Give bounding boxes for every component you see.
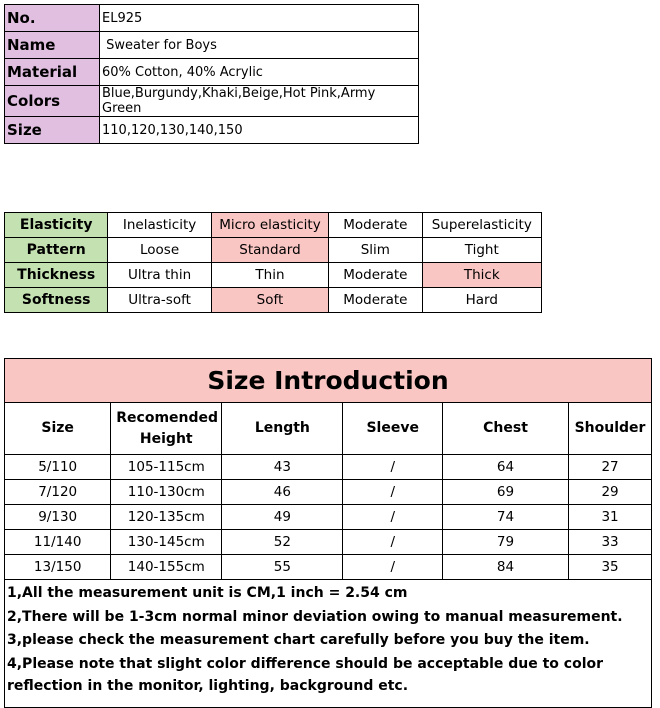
info-key-material: Material bbox=[5, 59, 100, 86]
attr-key: Elasticity bbox=[5, 213, 108, 238]
header-shoulder: Shoulder bbox=[569, 403, 652, 455]
product-info-table bbox=[4, 4, 419, 144]
info-key-size: Size bbox=[5, 117, 100, 144]
cell-size: 9/130 bbox=[5, 505, 111, 530]
cell-size: 7/120 bbox=[5, 480, 111, 505]
note-item: 3,please check the measurement chart carefully before you buy the item. bbox=[7, 632, 590, 648]
info-row-colors bbox=[5, 86, 419, 117]
cell-height: 120-135cm bbox=[111, 505, 222, 530]
header-length: Length bbox=[222, 403, 343, 455]
cell-shoulder: 27 bbox=[569, 455, 652, 480]
info-value-no: EL925 bbox=[100, 5, 419, 32]
cell-sleeve: / bbox=[343, 480, 442, 505]
table-row bbox=[5, 505, 652, 530]
size-table-header bbox=[5, 403, 652, 455]
attr-option: Ultra thin bbox=[108, 263, 211, 288]
attr-option: Moderate bbox=[329, 263, 422, 288]
cell-shoulder: 31 bbox=[569, 505, 652, 530]
cell-chest: 84 bbox=[442, 555, 568, 580]
info-row-material bbox=[5, 59, 419, 86]
header-chest: Chest bbox=[442, 403, 568, 455]
cell-length: 46 bbox=[222, 480, 343, 505]
info-key-name: Name bbox=[5, 32, 100, 59]
info-row-no bbox=[5, 5, 419, 32]
cell-sleeve: / bbox=[343, 455, 442, 480]
attr-option-selected: Thick bbox=[422, 263, 541, 288]
attr-option-selected: Micro elasticity bbox=[211, 213, 328, 238]
cell-chest: 74 bbox=[442, 505, 568, 530]
attr-option: Moderate bbox=[329, 288, 422, 313]
info-key-colors: Colors bbox=[5, 86, 100, 117]
attr-option: Inelasticity bbox=[108, 213, 211, 238]
info-row-size bbox=[5, 117, 419, 144]
cell-sleeve: / bbox=[343, 555, 442, 580]
attr-option-selected: Standard bbox=[211, 238, 328, 263]
cell-shoulder: 29 bbox=[569, 480, 652, 505]
cell-length: 52 bbox=[222, 530, 343, 555]
attr-option: Superelasticity bbox=[422, 213, 541, 238]
attr-option: Slim bbox=[329, 238, 422, 263]
info-value-material: 60% Cotton, 40% Acrylic bbox=[100, 59, 419, 86]
note-item: 1,All the measurement unit is CM,1 inch = 2.54 cm bbox=[7, 585, 408, 601]
header-size: Size bbox=[5, 403, 111, 455]
table-row bbox=[5, 555, 652, 580]
info-key-no: No. bbox=[5, 5, 100, 32]
cell-height: 105-115cm bbox=[111, 455, 222, 480]
attr-key: Thickness bbox=[5, 263, 108, 288]
attr-key: Softness bbox=[5, 288, 108, 313]
note-item: 2,There will be 1-3cm normal minor deviation owing to manual measurement. bbox=[7, 608, 623, 625]
cell-chest: 64 bbox=[442, 455, 568, 480]
cell-sleeve: / bbox=[343, 505, 442, 530]
cell-shoulder: 33 bbox=[569, 530, 652, 555]
table-row bbox=[5, 480, 652, 505]
header-height bbox=[111, 403, 222, 455]
table-row bbox=[5, 455, 652, 480]
header-height-text: Recomended Height bbox=[116, 409, 219, 447]
attr-row-pattern bbox=[5, 238, 542, 263]
cell-length: 49 bbox=[222, 505, 343, 530]
notes-cell bbox=[5, 580, 652, 708]
cell-chest: 69 bbox=[442, 480, 568, 505]
cell-size: 11/140 bbox=[5, 530, 111, 555]
size-table-title: Size Introduction bbox=[5, 359, 652, 403]
cell-height: 140-155cm bbox=[111, 555, 222, 580]
info-value-colors: Blue,Burgundy,Khaki,Beige,Hot Pink,Army Green bbox=[100, 86, 419, 117]
attr-option: Moderate bbox=[329, 213, 422, 238]
cell-sleeve: / bbox=[343, 530, 442, 555]
attr-key: Pattern bbox=[5, 238, 108, 263]
attr-option: Tight bbox=[422, 238, 541, 263]
cell-size: 13/150 bbox=[5, 555, 111, 580]
table-row bbox=[5, 530, 652, 555]
info-value-name: Sweater for Boys bbox=[100, 32, 419, 59]
cell-length: 55 bbox=[222, 555, 343, 580]
cell-height: 130-145cm bbox=[111, 530, 222, 555]
attr-option: Thin bbox=[211, 263, 328, 288]
attr-option: Loose bbox=[108, 238, 211, 263]
attr-row-thickness bbox=[5, 263, 542, 288]
info-value-size: 110,120,130,140,150 bbox=[100, 117, 419, 144]
note-item: 4,Please note that slight color difference should be acceptable due to color reflection in the monitor, lighting, background etc. bbox=[7, 655, 604, 694]
size-introduction-table bbox=[4, 358, 652, 708]
info-row-name bbox=[5, 32, 419, 59]
cell-chest: 79 bbox=[442, 530, 568, 555]
attr-row-elasticity bbox=[5, 213, 542, 238]
cell-shoulder: 35 bbox=[569, 555, 652, 580]
attr-row-softness bbox=[5, 288, 542, 313]
cell-height: 110-130cm bbox=[111, 480, 222, 505]
cell-size: 5/110 bbox=[5, 455, 111, 480]
attr-option-selected: Soft bbox=[211, 288, 328, 313]
cell-length: 43 bbox=[222, 455, 343, 480]
attr-option: Hard bbox=[422, 288, 541, 313]
attr-option: Ultra-soft bbox=[108, 288, 211, 313]
header-sleeve: Sleeve bbox=[343, 403, 442, 455]
attribute-table bbox=[4, 212, 542, 313]
